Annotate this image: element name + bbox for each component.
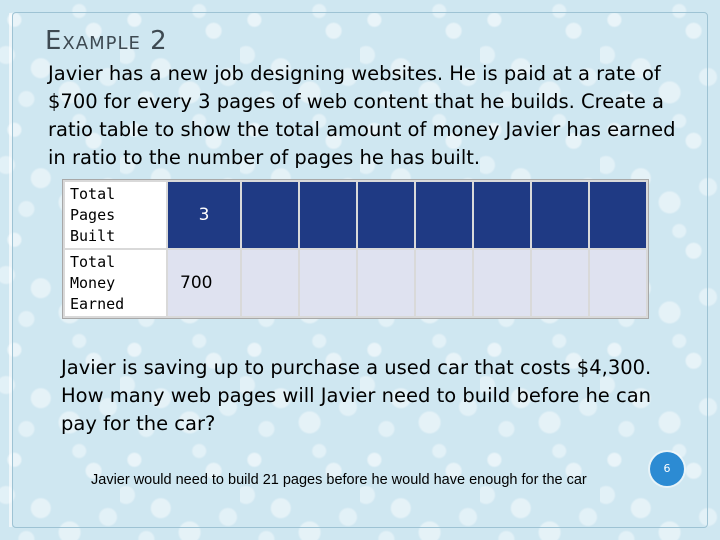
table-cell bbox=[532, 250, 588, 316]
answer-text: Javier would need to build 21 pages before he would have enough for the car bbox=[91, 472, 587, 488]
table-cell bbox=[358, 182, 414, 248]
table-cell bbox=[416, 250, 472, 316]
table-cell bbox=[416, 182, 472, 248]
table-row-pages bbox=[65, 182, 646, 248]
table-cell bbox=[590, 250, 646, 316]
table-row-money bbox=[65, 250, 646, 316]
table-cell bbox=[532, 182, 588, 248]
table-cell: 3 bbox=[168, 182, 240, 248]
question-text: Javier is saving up to purchase a used car that costs $4,300. How many web pages will Javier need to build before he can pay for the car? bbox=[61, 356, 652, 435]
ratio-table bbox=[62, 179, 649, 319]
table-cell bbox=[242, 250, 298, 316]
table-cell bbox=[242, 182, 298, 248]
table-cell bbox=[590, 182, 646, 248]
table-cell bbox=[358, 250, 414, 316]
row-header-pages: Total Pages Built bbox=[65, 182, 166, 248]
problem-statement: Javier has a new job designing websites. He is paid at a rate of $700 for every 3 pages of web content that he builds. Create a ratio table to show the total amount of money Javier has earned in ratio to the number of pages he has built. bbox=[48, 62, 676, 169]
slide-title: Example 2 bbox=[45, 26, 168, 56]
page-number-badge: 6 bbox=[650, 452, 684, 486]
row-header-money: Total Money Earned bbox=[65, 250, 166, 316]
table-cell bbox=[300, 250, 356, 316]
table-cell bbox=[474, 250, 530, 316]
table-cell bbox=[300, 182, 356, 248]
table-cell bbox=[474, 182, 530, 248]
table-cell: 700 bbox=[168, 250, 240, 316]
